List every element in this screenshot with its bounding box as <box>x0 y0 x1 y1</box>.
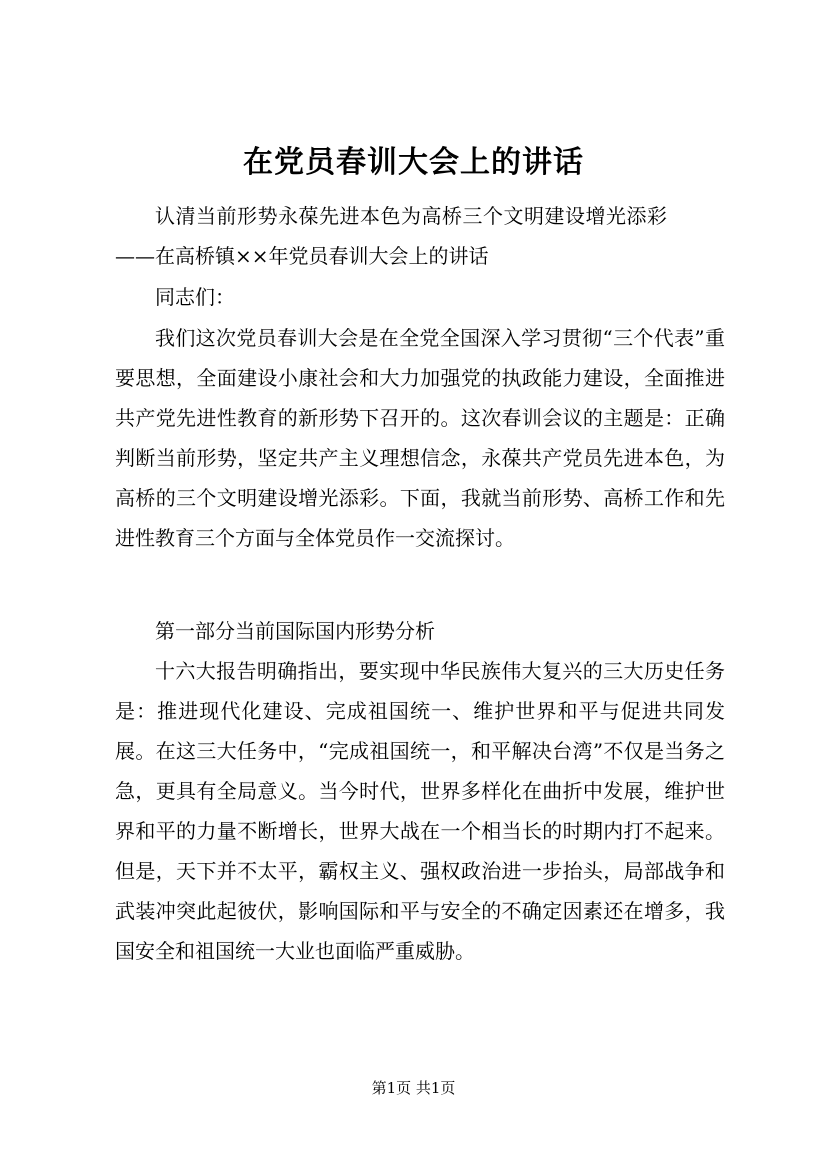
greeting: 同志们： <box>155 285 235 309</box>
paragraph-2: 十六大报告明确指出，要实现中华民族伟大复兴的三大历史任务是：推进现代化建设、完成祖国统一、维护世界和平与促进共同发展。在这三大任务中，“完成祖国统一，和平解决台湾”不仅是当务之急，更具有全局意义。当今时代，世界多样化在曲折中发展，维护世界和平的力量不断增长，世界大战在一个相当长的时期内打不起来。但是，天下并不太平，霸权主义、强权政治进一步抬头，局部战争和武装冲突此起彼伏，影响国际和平与安全的不确定因素还在增多，我国安全和祖国统一大业也面临严重威胁。 <box>115 659 725 963</box>
document-title: 在党员春训大会上的讲话 <box>243 145 584 180</box>
section-heading: 第一部分当前国际国内形势分析 <box>155 619 435 643</box>
paragraph-1: 我们这次党员春训大会是在全党全国深入学习贯彻“三个代表”重要思想，全面建设小康社会和大力加强党的执政能力建设，全面推进共产党先进性教育的新形势下召开的。这次春训会议的主题是：正确判断当前形势，坚定共产主义理想信念，永葆共产党员先进本色，为高桥的三个文明建设增光添彩。下面，我就当前形势、高桥工作和先进性教育三个方面与全体党员作一交流探讨。 <box>115 326 725 550</box>
subtitle-line-1: 认清当前形势永葆先进本色为高桥三个文明建设增光添彩 <box>155 204 668 228</box>
page-footer: 第1页 共1页 <box>371 1079 456 1097</box>
subtitle-line-2: ——在高桥镇××年党员春训大会上的讲话 <box>115 244 489 268</box>
